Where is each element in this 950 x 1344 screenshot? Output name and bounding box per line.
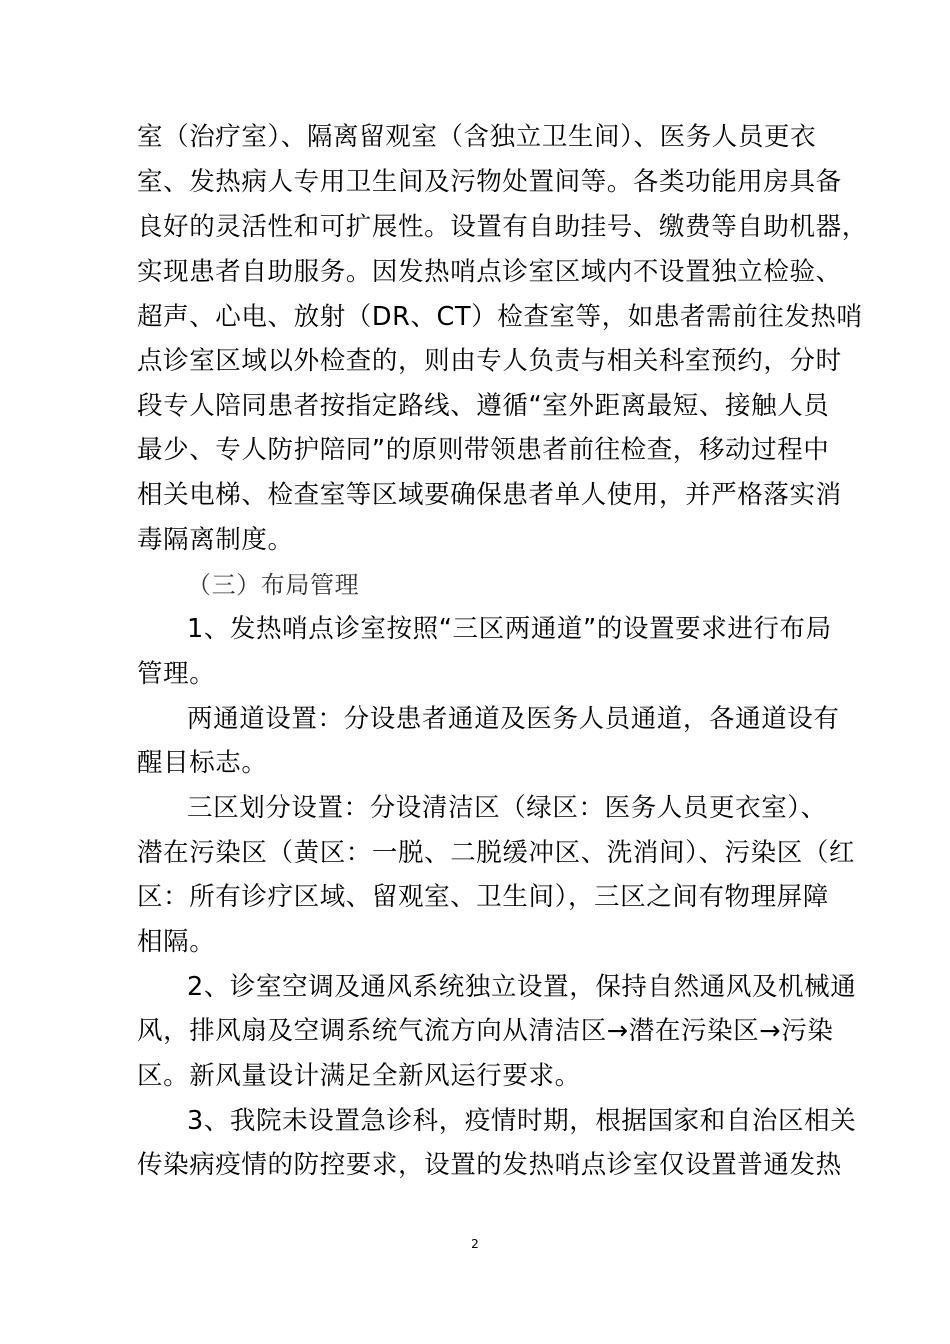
paragraph-line: 2、诊室空调及通风系统独立设置，保持自然通风及机械通 <box>187 972 857 1002</box>
paragraph-line: 醒目标志。 <box>137 748 268 778</box>
paragraph-line: 相关电梯、检查室等区域要确保患者单人使用，并严格落实消 <box>137 480 842 510</box>
paragraph-line: 最少、专人防护陪同”的原则带领患者前往检查，移动过程中 <box>137 435 830 465</box>
paragraph-line: 超声、心电、放射（DR、CT）检查室等，如患者需前往发热哨 <box>137 302 863 332</box>
paragraph-line: 实现患者自助服务。因发热哨点诊室区域内不设置独立检验、 <box>137 257 842 287</box>
paragraph-line: 点诊室区域以外检查的，则由专人负责与相关科室预约，分时 <box>137 346 842 376</box>
paragraph-line: 室、发热病人专用卫生间及污物处置间等。各类功能用房具备 <box>137 167 842 197</box>
paragraph-line: 室（治疗室）、隔离留观室（含独立卫生间）、医务人员更衣 <box>137 122 817 152</box>
paragraph-line: 三区划分设置：分设清洁区（绿区：医务人员更衣室）、 <box>187 793 827 823</box>
paragraph-line: 相隔。 <box>137 927 216 957</box>
paragraph-line: 良好的灵活性和可扩展性。设置有自助挂号、缴费等自助机器， <box>137 212 868 242</box>
paragraph-line: 3、我院未设置急诊科，疫情时期，根据国家和自治区相关 <box>187 1106 857 1136</box>
paragraph-line: 毒隔离制度。 <box>137 525 294 555</box>
page-number: 2 <box>471 1237 479 1251</box>
section-heading: （三）布局管理 <box>187 571 360 599</box>
paragraph-line: 潜在污染区（黄区：一脱、二脱缓冲区、洗消间）、污染区（红 <box>137 838 856 868</box>
paragraph-line: 两通道设置：分设患者通道及医务人员通道，各通道设有 <box>187 704 840 734</box>
paragraph-line: 区。新风量设计满足全新风运行要求。 <box>137 1061 581 1091</box>
paragraph-line: 管理。 <box>137 659 216 689</box>
paragraph-line: 1、发热哨点诊室按照“三区两通道”的设置要求进行布局 <box>187 614 832 644</box>
paragraph-line: 区：所有诊疗区域、留观室、卫生间），三区之间有物理屏障 <box>137 882 829 912</box>
paragraph-line: 风，排风扇及空调系统气流方向从清洁区→潜在污染区→污染 <box>137 1016 834 1046</box>
paragraph-line: 段专人陪同患者按指定路线、遵循“室外距离最短、接触人员 <box>137 391 830 421</box>
paragraph-line: 传染病疫情的防控要求，设置的发热哨点诊室仅设置普通发热 <box>137 1150 842 1180</box>
